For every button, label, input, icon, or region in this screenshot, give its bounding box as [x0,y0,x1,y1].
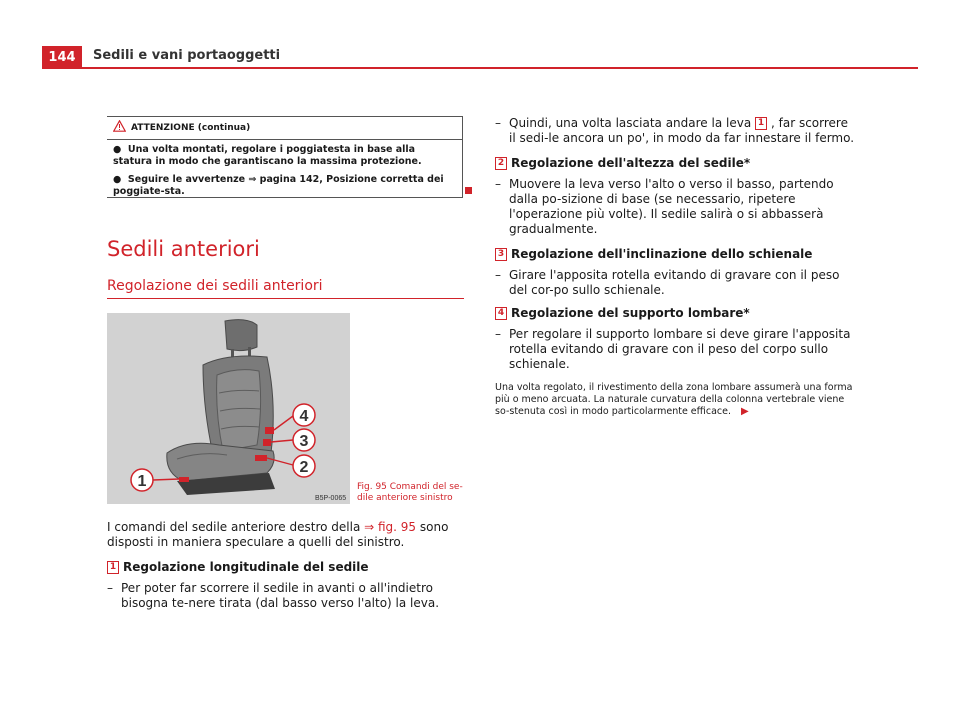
item-2-badge: 2 [495,157,507,170]
warning-triangle-icon [113,120,126,136]
continue-arrow-icon: ▶ [740,406,749,417]
item-2-heading: 2 Regolazione dell'altezza del sedile* [495,156,855,171]
header-rule [42,67,918,69]
section-title: Sedili anteriori [107,237,260,261]
continued-step: – Quindi, una volta lasciata andare la leva 1 , far scorrere il sedi-le ancora un po', in modo da far innestare il fermo. [495,116,855,145]
section-end-marker [465,187,472,194]
inline-badge-1: 1 [755,117,767,130]
figure-code: B5P-0065 [315,495,347,502]
callout-4: 4 [299,408,309,425]
intro-paragraph: I comandi del sedile anteriore destro della ⇒ fig. 95 sono disposti in maniera speculare a quelli del sinistro. [107,520,449,549]
callout-1: 1 [137,473,147,490]
item-1-step: – Per poter far scorrere il sedile in avanti o all'indietro bisogna te-nere tirata (dal basso verso l'alto) la leva. [107,581,440,610]
item-4-step: – Per regolare il supporto lombare si deve girare l'apposita rotella evitando di gravare con il peso del corpo sullo schienale. [495,327,851,371]
item-2-step: – Muovere la leva verso l'alto o verso il basso, partendo dalla po-sizione di base (se necessario, ripetere l'operazione più volte). Il sedile salirà o si abbasserà gradualmente. [495,177,834,236]
warning-item: ● Una volta montati, regolare i poggiatesta in base alla statura in modo che garantiscano la massima protezione. [113,144,422,167]
item-4-badge: 4 [495,307,507,320]
lumbar-note: Una volta regolato, il rivestimento della zona lombare assumerà una forma più o meno arcuata. La naturale curvatura della colonna vertebrale viene so-stenuta così in modo particolarmente efficace. ▶ [495,382,853,417]
callout-2: 2 [299,459,309,476]
seat-figure [107,313,350,504]
item-3-badge: 3 [495,248,507,261]
item-1-badge: 1 [107,561,119,574]
figure-reference-link[interactable]: ⇒ fig. 95 [364,520,417,534]
warning-title: ATTENZIONE (continua) [131,123,251,133]
car-seat-illustration [107,313,350,504]
section-subtitle: Regolazione dei sedili anteriori [107,278,323,294]
running-title: Sedili e vani portaoggetti [93,48,281,63]
warning-box [107,116,463,198]
item-1-heading: 1 Regolazione longitudinale del sedile [107,560,467,575]
warning-header [107,117,462,140]
subtitle-rule [107,298,464,299]
item-3-step: – Girare l'apposita rotella evitando di gravare con il peso del cor-po sullo schienale. [495,268,840,297]
item-4-heading: 4 Regolazione del supporto lombare* [495,306,855,321]
warning-item: ● Seguire le avvertenze ⇒ pagina 142, Posizione corretta dei poggiate-sta. [113,174,444,197]
figure-caption: Fig. 95 Comandi del se-dile anteriore sinistro [357,482,463,503]
callout-3: 3 [299,433,309,450]
page-number: 144 [42,46,82,68]
item-3-heading: 3 Regolazione dell'inclinazione dello schienale [495,247,855,262]
